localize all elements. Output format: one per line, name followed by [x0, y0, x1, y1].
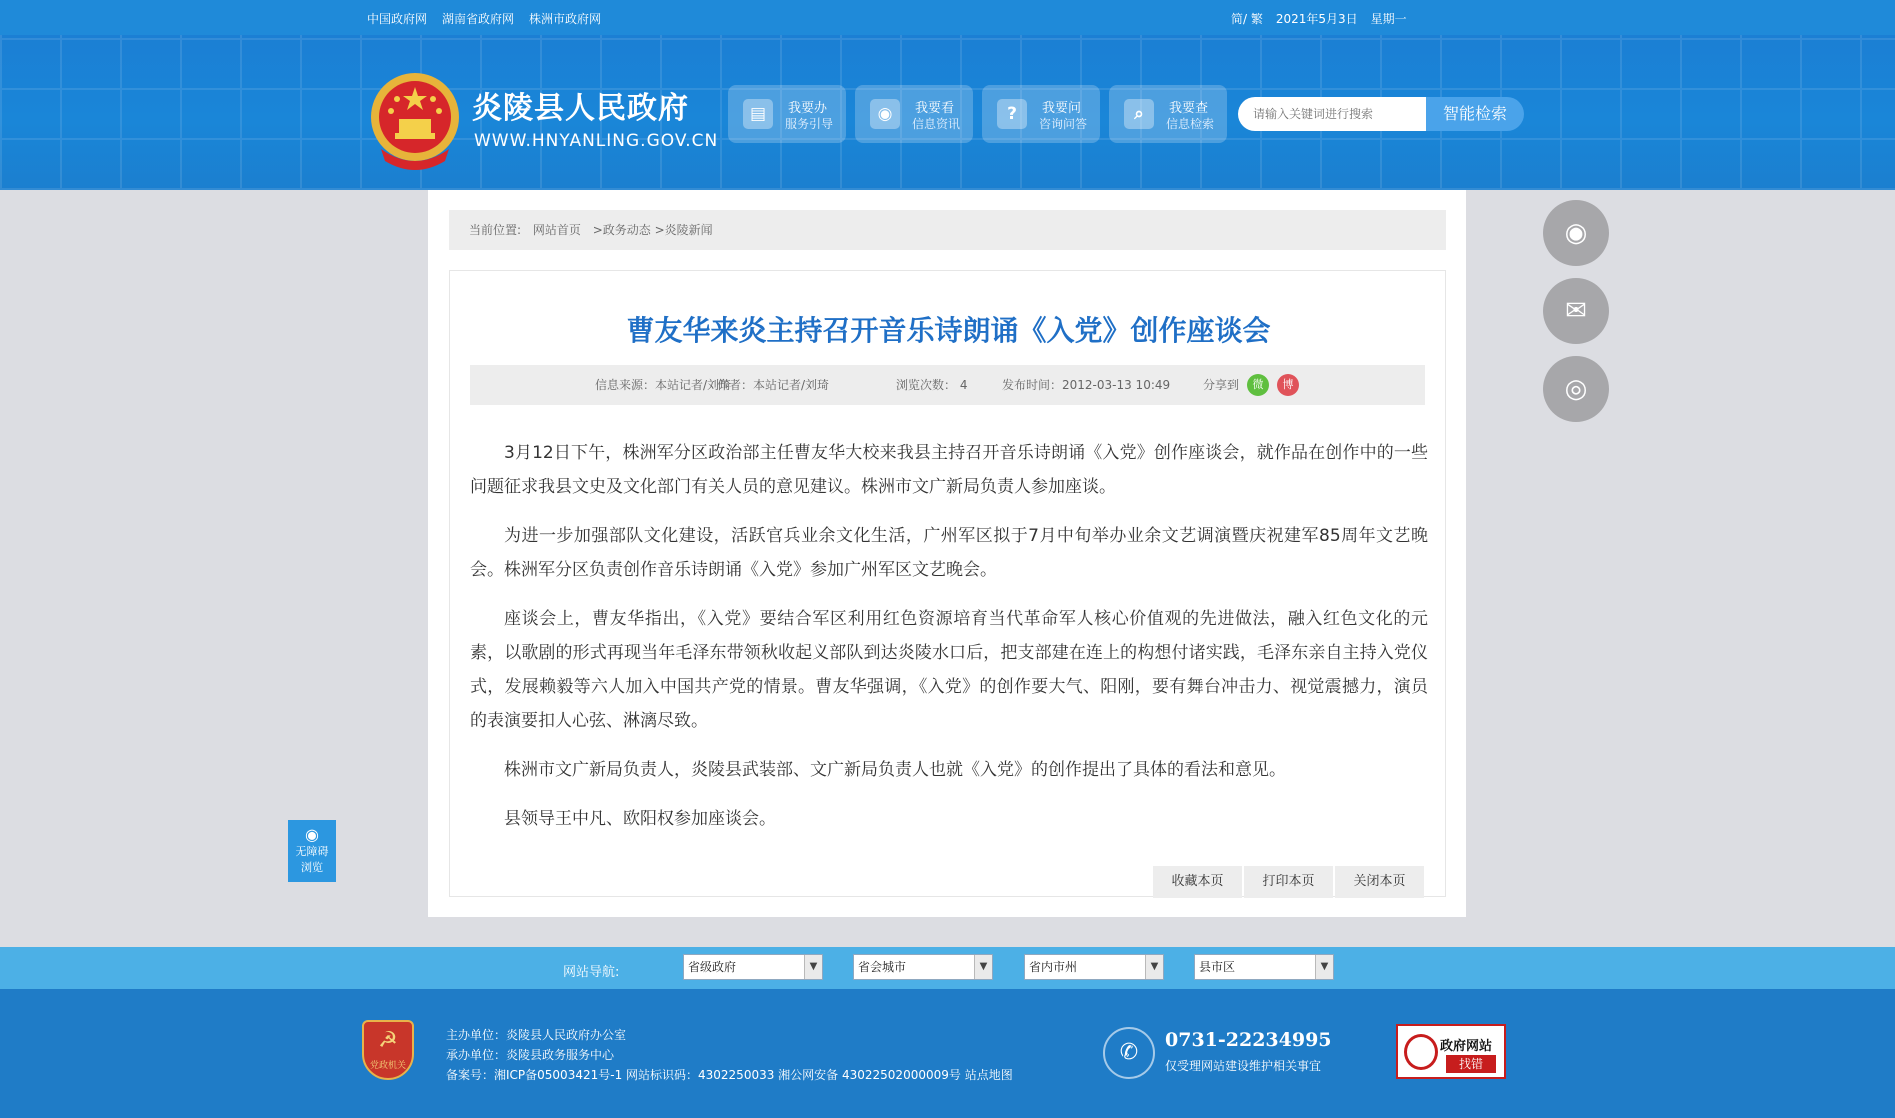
- nav-subtitle: 信息资讯: [912, 117, 961, 131]
- accessibility-button[interactable]: [288, 820, 336, 882]
- chevron-down-icon: ▼: [804, 955, 822, 979]
- breadcrumb-news[interactable]: >政务动态: [592, 223, 651, 237]
- weibo-share-icon[interactable]: 博: [1277, 374, 1299, 396]
- footer: [0, 989, 1895, 1118]
- bookmark-button[interactable]: 收藏本页: [1153, 866, 1242, 898]
- link-central-gov[interactable]: 中国政府网: [367, 12, 428, 26]
- phone-icon: ✆: [1103, 1027, 1155, 1079]
- magnifier-icon: [1404, 1034, 1438, 1070]
- share-label: 分享到: [1203, 378, 1240, 392]
- eye-icon: ◉: [870, 99, 900, 129]
- nav-ask-button[interactable]: [982, 85, 1100, 143]
- select-prefecture-cities[interactable]: [1024, 954, 1164, 980]
- wechat-share-icon[interactable]: 微: [1247, 374, 1269, 396]
- nav-title: 我要看: [915, 101, 955, 116]
- paragraph: 3月12日下午，株洲军分区政治部主任曹友华大校来我县主持召开音乐诗朗诵《入党》创作座谈会，就作品在创作中的一些问题征求我县文史及文化部门有关人员的意见建议。株洲市文广新局负责人参加座谈。: [470, 443, 1428, 497]
- footer-nav-label: 网站导航:: [563, 965, 620, 980]
- main-content: [428, 190, 1466, 917]
- error-report-title: 政府网站: [1440, 1039, 1493, 1054]
- site-url: WWW.HNYANLING.GOV.CN: [474, 131, 719, 151]
- language-toggle[interactable]: 简/ 繁: [1231, 12, 1263, 26]
- nav-subtitle: 服务引导: [785, 117, 834, 131]
- search-input[interactable]: [1238, 97, 1426, 131]
- site-header: [0, 35, 1895, 190]
- party-gov-badge-icon[interactable]: [362, 1020, 414, 1080]
- nav-info-button[interactable]: [855, 85, 973, 143]
- footer-phone-note: 仅受理网站建设维护相关事宜: [1165, 1059, 1322, 1073]
- chevron-down-icon: ▼: [974, 955, 992, 979]
- footer-phone: 0731-22234995: [1165, 1029, 1332, 1051]
- footer-operator: 承办单位：炎陵县政务服务中心: [446, 1048, 615, 1062]
- gov-site-error-report-button[interactable]: [1396, 1024, 1506, 1079]
- select-value: 省会城市: [858, 960, 907, 974]
- nav-search-info-button[interactable]: [1109, 85, 1227, 143]
- top-right: [1231, 10, 1407, 27]
- eye-icon: ◉: [305, 825, 319, 844]
- accessibility-label: 浏览: [301, 861, 323, 874]
- float-weibo-icon[interactable]: ◎: [1543, 356, 1609, 422]
- top-bar: [0, 0, 1895, 35]
- current-date: 2021年5月3日: [1275, 12, 1358, 26]
- select-value: 省内市州: [1029, 960, 1078, 974]
- article-title: 曹友华来炎主持召开音乐诗朗诵《入党》创作座谈会: [626, 314, 1271, 347]
- select-value: 县市区: [1199, 960, 1236, 974]
- footer-info: [446, 1025, 1013, 1085]
- article-author: 作者：本站记者/刘琦: [717, 378, 830, 392]
- breadcrumb-local-news[interactable]: >炎陵新闻: [654, 223, 713, 237]
- search-icon: ⌕: [1124, 99, 1154, 129]
- search-button[interactable]: 智能检索: [1426, 97, 1524, 131]
- national-emblem-icon[interactable]: [367, 69, 463, 175]
- link-hunan-gov[interactable]: 湖南省政府网: [442, 12, 515, 26]
- footer-sponsor: 主办单位：炎陵县人民政府办公室: [446, 1028, 627, 1042]
- article-body: [470, 436, 1428, 851]
- close-page-button[interactable]: 关闭本页: [1335, 866, 1424, 898]
- site-name[interactable]: 炎陵县人民政府: [472, 91, 689, 126]
- nav-service-guide-button[interactable]: [728, 85, 846, 143]
- select-provincial-gov[interactable]: [683, 954, 823, 980]
- paragraph: 座谈会上，曹友华指出，《入党》要结合军区利用红色资源培育当代革命军人核心价值观的先进做法，融入红色文化的元素，以歌剧的形式再现当年毛泽东带领秋收起义部队到达炎陵水口后，把支部建在连上的构想付诸实践，毛泽东亲自主持入党仪式，发展赖毅等六人加入中国共产党的情景。曹友华强调，《入党》的创作要大气、阳刚，要有舞台冲击力、视觉震撼力，演员的表演要扣人心弦、淋漓尽致。: [470, 609, 1428, 731]
- nav-title: 我要查: [1169, 101, 1209, 116]
- float-eye-icon[interactable]: ◉: [1543, 200, 1609, 266]
- nav-title: 我要办: [788, 101, 828, 116]
- select-value: 省级政府: [688, 960, 737, 974]
- article-views: 浏览次数： 4: [896, 378, 968, 392]
- document-icon: ▤: [743, 99, 773, 129]
- badge-text: 党政机关: [369, 1061, 406, 1071]
- footer-nav: [0, 947, 1895, 989]
- article-published: 发布时间：2012-03-13 10:49: [1002, 378, 1171, 392]
- accessibility-label: 无障碍: [295, 845, 329, 858]
- article-actions: [1153, 866, 1424, 898]
- breadcrumb-home[interactable]: 网站首页: [532, 223, 581, 237]
- float-wechat-icon[interactable]: ✉: [1543, 278, 1609, 344]
- print-button[interactable]: 打印本页: [1244, 866, 1333, 898]
- chevron-down-icon: ▼: [1315, 955, 1333, 979]
- current-weekday: 星期一: [1370, 12, 1407, 26]
- nav-subtitle: 咨询问答: [1039, 117, 1088, 131]
- breadcrumb-prefix: 当前位置:: [469, 223, 522, 237]
- article: [449, 270, 1446, 897]
- nav-title: 我要问: [1042, 101, 1082, 116]
- error-report-sub: 找错: [1446, 1055, 1496, 1073]
- top-links: [367, 10, 601, 27]
- link-zhuzhou-gov[interactable]: 株洲市政府网: [529, 12, 602, 26]
- breadcrumb: [449, 210, 1446, 250]
- article-meta: [470, 365, 1425, 405]
- question-icon: ?: [997, 99, 1027, 129]
- chevron-down-icon: ▼: [1145, 955, 1163, 979]
- paragraph: 株洲市文广新局负责人，炎陵县武装部、文广新局负责人也就《入党》的创作提出了具体的看法和意见。: [504, 760, 1286, 780]
- paragraph: 县领导王中凡、欧阳权参加座谈会。: [504, 809, 776, 829]
- paragraph: 为进一步加强部队文化建设，活跃官兵业余文化生活，广州军区拟于7月中旬举办业余文艺调演暨庆祝建军85周年文艺晚会。株洲军分区负责创作音乐诗朗诵《入党》参加广州军区文艺晚会。: [470, 526, 1428, 580]
- badge-symbol-icon: ☭: [378, 1028, 398, 1053]
- select-counties[interactable]: [1194, 954, 1334, 980]
- nav-subtitle: 信息检索: [1166, 117, 1215, 131]
- footer-record[interactable]: 备案号：湘ICP备05003421号-1 网站标识码：4302250033 湘公网安备 43022502000009号 站点地图: [446, 1068, 1013, 1082]
- article-source: 信息来源：本站记者/刘琦: [595, 378, 732, 392]
- select-capital-cities[interactable]: [853, 954, 993, 980]
